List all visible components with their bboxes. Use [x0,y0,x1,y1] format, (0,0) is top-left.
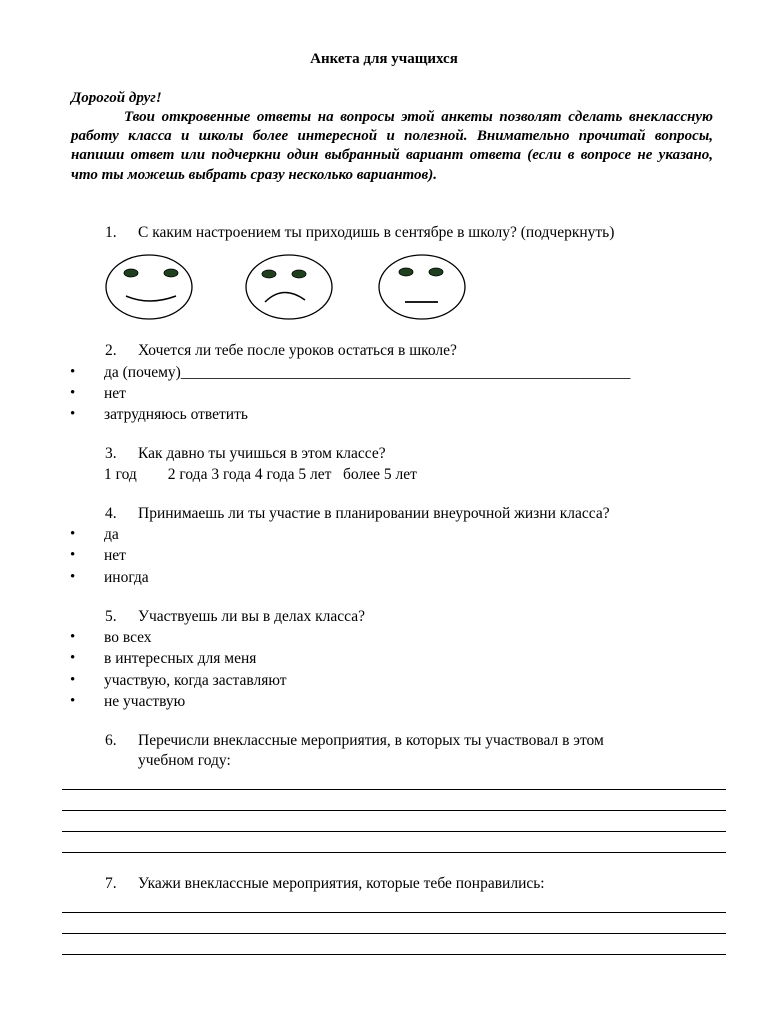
question-number: 5. [105,608,117,625]
option-text[interactable]: иногда [104,569,149,586]
option-text[interactable]: нет [104,547,126,564]
answer-line[interactable] [62,933,726,934]
greeting: Дорогой друг! [71,90,162,106]
bullet: • [70,569,76,585]
bullet: • [70,693,76,709]
question-text: С каким настроением ты приходишь в сентябре в школу? (подчеркнуть) [138,224,615,241]
answer-choices[interactable]: 1 год 2 года 3 года 4 года 5 лет более 5 лет [104,466,417,483]
question-text-continued: учебном году: [138,752,231,769]
question-number: 1. [105,224,117,241]
option-text[interactable]: нет [104,385,126,402]
option-text[interactable]: затрудняюсь ответить [104,406,248,423]
intro-paragraph: Твои откровенные ответы на вопросы этой анкеты позволят сделать внеклассную работу класса и школы более интересной и полезной. Внимательно прочитай вопросы, напиши ответ или подчеркни один выбранный вариант ответа (если в вопросе не указано, что ты можешь выбрать сразу несколько вариантов). [71,109,713,183]
question-number: 6. [105,732,117,749]
option-text[interactable]: да [104,526,119,543]
answer-line[interactable] [62,954,726,955]
answer-line[interactable] [62,810,726,811]
option-text[interactable]: во всех [104,629,152,646]
option-text[interactable]: да (почему)__________________________________________________________ [104,364,631,381]
question-text: Принимаешь ли ты участие в планировании внеурочной жизни класса? [138,505,610,522]
neutral-face-icon[interactable] [376,253,468,321]
answer-line[interactable] [62,912,726,913]
bullet: • [70,406,76,422]
bullet: • [70,629,76,645]
question-text: Как давно ты учишься в этом классе? [138,445,386,462]
smiling-face-icon[interactable] [104,254,196,322]
page-title: Анкета для учащихся [310,51,458,67]
question-text: Участвуешь ли вы в делах класса? [138,608,365,625]
question-text: Перечисли внеклассные мероприятия, в которых ты участвовал в этом [138,732,604,749]
bullet: • [70,364,76,380]
option-text[interactable]: не участвую [104,693,186,710]
question-number: 4. [105,505,117,522]
question-number: 3. [105,445,117,462]
answer-line[interactable] [62,789,726,790]
answer-line[interactable] [62,852,726,853]
question-text: Укажи внеклассные мероприятия, которые тебе понравились: [138,875,545,892]
question-text: Хочется ли тебе после уроков остаться в школе? [138,342,457,359]
option-text[interactable]: участвую, когда заставляют [104,672,287,689]
answer-line[interactable] [62,831,726,832]
question-number: 7. [105,875,117,892]
bullet: • [70,650,76,666]
question-number: 2. [105,342,117,359]
bullet: • [70,385,76,401]
option-text[interactable]: в интересных для меня [104,650,257,667]
bullet: • [70,547,76,563]
sad-face-icon[interactable] [243,254,335,322]
bullet: • [70,526,76,542]
bullet: • [70,672,76,688]
